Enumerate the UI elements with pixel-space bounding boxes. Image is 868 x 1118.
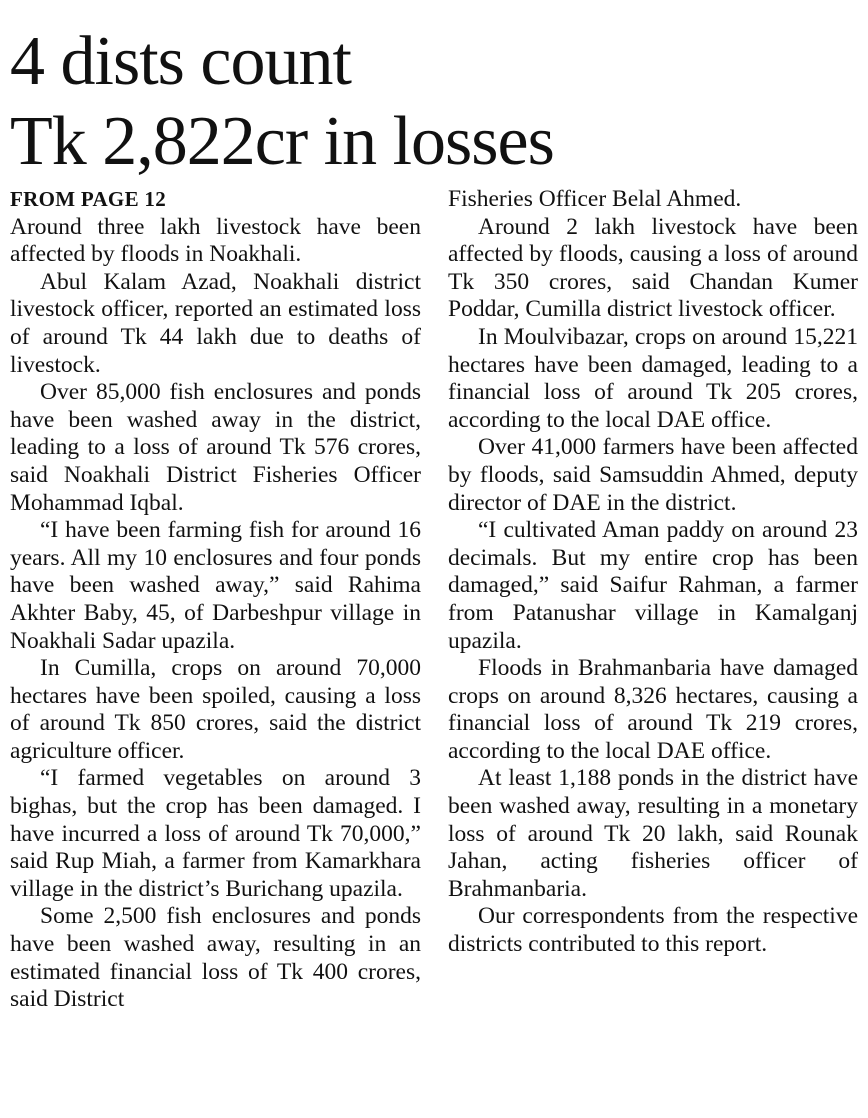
paragraph-fish-enclosures-noakhali: Over 85,000 fish enclosures and ponds have been washed away in the district, leading to a loss of around Tk 576 crores, said Noakhali District Fisheries Officer Mohammad Iqbal. (10, 379, 421, 516)
paragraph-cumilla-crops: In Cumilla, crops on around 70,000 hectares have been spoiled, causing a loss of around Tk 850 crores, said the district agriculture officer. (10, 655, 421, 764)
article-column-left (10, 186, 421, 1014)
paragraph-moulvibazar-farmers: Over 41,000 farmers have been affected by floods, said Samsuddin Ahmed, deputy director of DAE in the district. (448, 434, 858, 516)
headline-line-2: Tk 2,822cr in losses (10, 103, 554, 180)
article-column-right (448, 186, 858, 959)
kicker-from-page: FROM PAGE 12 (10, 187, 167, 211)
paragraph-moulvibazar-crops: In Moulvibazar, crops on around 15,221 hectares have been damaged, leading to a financial loss of around Tk 205 crores, according to the local DAE office. (448, 323, 858, 433)
paragraph-livestock-noakhali: Around three lakh livestock have been affected by floods in Noakhali. (10, 213, 421, 268)
paragraph-brahmanbaria-crops: Floods in Brahmanbaria have damaged crops on around 8,326 hectares, causing a financial loss of around Tk 219 crores, according to the local DAE office. (448, 655, 858, 764)
paragraph-livestock-officer: Abul Kalam Azad, Noakhali district livestock officer, reported an estimated loss of around Tk 44 lakh due to deaths of livestock. (10, 268, 421, 378)
headline (10, 22, 860, 182)
paragraph-quote-rup-miah: “I farmed vegetables on around 3 bighas, but the crop has been damaged. I have incurred a loss of around Tk 70,000,” said Rup Miah, a farmer from Kamarkhara village in the district’s Burichang upazila. (10, 765, 421, 902)
paragraph-correspondents: Our correspondents from the respective districts contributed to this report. (448, 903, 858, 958)
paragraph-cumilla-fish: Some 2,500 fish enclosures and ponds have been washed away, resulting in an estimated financial loss of Tk 400 crores, said District (10, 903, 421, 1013)
paragraph-continuation: Fisheries Officer Belal Ahmed. (448, 186, 742, 212)
paragraph-quote-rahima: “I have been farming fish for around 16 years. All my 10 enclosures and four ponds have been washed away,” said Rahima Akhter Baby, 45, of Darbeshpur village in Noakhali Sadar upazila. (10, 517, 421, 654)
paragraph-cumilla-livestock: Around 2 lakh livestock have been affected by floods, causing a loss of around Tk 350 crores, said Chandan Kumer Poddar, Cumilla district livestock officer. (448, 213, 858, 323)
paragraph-quote-saifur: “I cultivated Aman paddy on around 23 decimals. But my entire crop has been damaged,” said Saifur Rahman, a farmer from Patanushar village in Kamalganj upazila. (448, 517, 858, 654)
paragraph-brahmanbaria-ponds: At least 1,188 ponds in the district have been washed away, resulting in a monetary loss of around Tk 20 lakh, said Rounak Jahan, acting fisheries officer of Brahmanbaria. (448, 765, 858, 902)
headline-line-1: 4 dists count (10, 23, 351, 100)
